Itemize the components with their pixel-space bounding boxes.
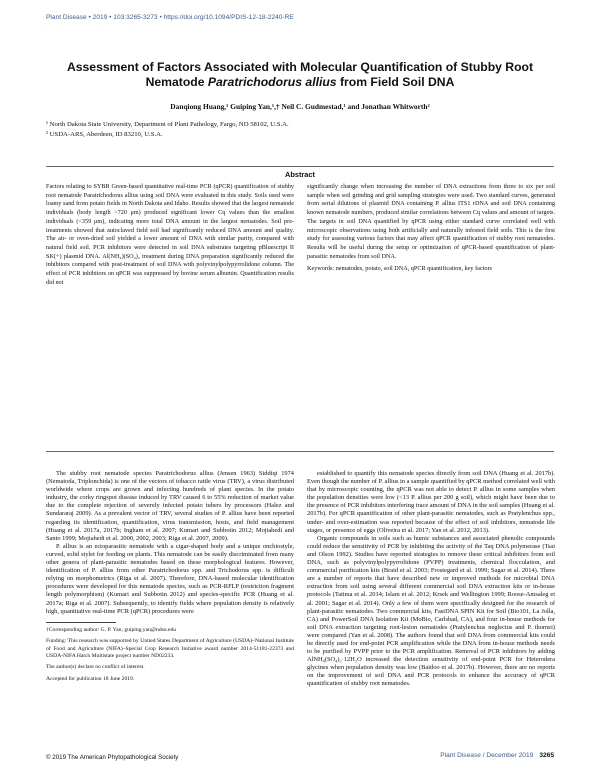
body-paragraph: P. allius is an ectoparasitic nematode with a cigar-shaped body and a unique onchiostyle, curved, solid stylet for feeding on plants. This nematode can be easily discriminated from many other genera of plant-parasitic nematodes based on these morphological features. However, identification of P. allius from other Paratrichodorus spp. and Trichodorus spp. is difficult relying on morphometrics (Riga et al. 2007). Therefore, DNA-based molecular identification procedures were developed for this nematode species, such as PCR-RFLP (restriction fragment length polymorphism) (Kumari and Subbotin 2012) and species-specific PCR (Huang et al. 2017a; Riga et al. 2007). Subsequently, to identify fields where population density is relatively high, quantitative real-time PCR (qPCR) procedures were	[46, 542, 294, 615]
title-line-2	[46, 75, 554, 90]
abstract-text-right: significantly change when increasing the number of DNA extractions from three to six per soil sample when soil grinding and grid sampling strategies were used. Two standard curves, generated from serial dilutions of plasmid DNA containing P. allius ITS1 rDNA and soil DNA containing known nematode numbers, produced similar correlations between Cq values and amount of targets. The targets in soil DNA quantified by qPCR using either standard curve correlated well with microscopic observations using both artificially and naturally infested field soils. This is the first study for assessing various factors that may affect qPCR quantification of stubby root nematodes. Results will be useful during the setup or optimization of qPCR-based quantification of plant-parasitic nematodes from soil DNA.	[307, 183, 555, 260]
abstract-text-left: Factors relating to SYBR Green-based quantitative real-time PCR (qPCR) quantification of stubby root nematode Paratrichodorus allius using soil DNA were evaluated in this study. Soils used were loamy sand from potato fields in North Dakota and Idaho. Results showed that the largest nematode individuals (body length >720 μm) produced significant lower Cq values than the smallest individuals (<359 μm), indicating more total DNA amount in the largest nematodes. Soil pre-treatments showed that autoclaved field soil had significantly reduced DNA amount and quality. The air- or oven-dried soil yielded a lower amount of DNA with similar purity, compared with natural field soil. PCR inhibitors were detected in soil DNA substrates targeting pBluescript II SK(+) plasmid DNA. Al(NH₄)(SO₄)₂ treatment during DNA preparation significantly reduced the inhibitors compared with post-treatment of soil DNA with polyvinylpolypyrrolidone column. The effect of PCR inhibitors on qPCR was suppressed by bovine serum albumin. Quantification results did not	[46, 183, 294, 286]
title-line-2-post: from Field Soil DNA	[336, 75, 455, 89]
footnote-rule	[46, 622, 116, 623]
corresponding-author-footnote: †Corresponding author: G. P. Yan; guiping.yan@ndsu.edu	[46, 626, 177, 633]
abstract-top-rule	[46, 166, 554, 167]
title-line-2-pre: Nematode	[145, 75, 208, 89]
affiliation-2: ² USDA-ARS, Aberdeen, ID 83210, U.S.A.	[46, 131, 163, 138]
abstract-bottom-rule	[46, 451, 554, 452]
funding-footnote: Funding: This research was supported by United States Department of Agriculture (USDA)–National Institute of Food and Agriculture (NIFA)–Special Crop Research Initiative award number 2014-51181-22373 and USDA-NIFA Hatch Multistate project number ND02233.	[46, 638, 294, 659]
page-number: 3265	[539, 752, 554, 759]
body-paragraph: The stubby root nematode species Paratrichodorus allius (Jensen 1963) Siddiqi 1974 (Nematoda, Triplonchida) is one of the vectors of tobacco rattle virus (TRV), a virus distributed worldwide where crops are grown and infecting hundreds of plant species. In the potato industry, the corky ringspot disease induced by TRV caused 6 to 55% reduction of market value due to the complete rejection of severely infected potato tubers by processors (Halez and Sundararaj 2009). As a prevalent vector of TRV, several studies of P. allius have been reported regarding its identification, quantification, virus transmission, hosts, and field management (Huang et al. 2017a, 2017b; Ingham et al. 2007; Kumari and Subbotin 2012; Mojtahedi and Santo 1999; Mojtahedi et al. 2000, 2002, 2003; Riga et al. 2007, 2009).	[46, 470, 294, 542]
accepted-footnote: Accepted for publication 18 June 2019.	[46, 675, 135, 682]
abstract-column-right	[307, 183, 555, 274]
keywords: Keywords: nematodes, potato, soil DNA, qPCR quantification, key factors	[307, 265, 492, 273]
author-list: Danqiong Huang,¹ Guiping Yan,¹,† Neil C. Gudmestad,¹ and Jonathan Whitworth²	[170, 102, 430, 111]
abstract-heading: Abstract	[285, 170, 315, 179]
conflict-footnote: The author(s) declare no conflict of interest.	[46, 664, 145, 671]
running-head: Plant Disease • 2019 • 103:3265-3273 • https://doi.org/10.1094/PDIS-12-18-2240-RE	[46, 14, 294, 21]
body-column-right	[307, 470, 555, 689]
title-line-1: Assessment of Factors Associated with Molecular Quantification of Stubby Root	[66, 60, 534, 74]
abstract-column-left	[46, 183, 294, 287]
body-paragraph: established to quantify this nematode species directly from soil DNA (Huang et al. 2017b). Even though the number of P. allius in a sample quantified by qPCR method correlated well with that by microscopic counting, the qPCR was not able to detect P. allius in some samples when the population densities were low (<13 P. allius per 200 g soil), which might have been due to the presence of PCR inhibitors interfering trace amount of DNA in the soil samples (Huang et al. 2017b). For qPCR quantification of other plant-parasitic nematodes, such as Pratylenchus spp., under- and over-estimation was reported because of the effect of soil inhibitors, nematode life stages, or presence of eggs (Oliveira et al. 2017; Yan et al. 2012, 2013).	[307, 470, 555, 534]
page-footer	[440, 752, 554, 759]
copyright-notice: © 2019 The American Phytopathological Society	[46, 754, 179, 761]
affiliation-1: ¹ North Dakota State University, Department of Plant Pathology, Fargo, ND 58102, U.S.A.	[46, 121, 289, 128]
title-species: Paratrichodorus allius	[207, 75, 337, 89]
body-column-left	[46, 470, 294, 687]
journal-issue: Plant Disease / December 2019	[440, 752, 534, 759]
affiliations	[46, 120, 554, 140]
body-paragraph: Organic compounds in soils such as humic substances and associated phenolic compounds could reduce the sensitivity of PCR by inhibiting the activity of the Taq DNA polymerase (Tsai and Olson 1992). Studies have reported strategies to remove these critical inhibitors from soil DNA, such as polyvinylpolypyrrolidone (PVPP) treatments, chemical flocculation, and commercial purification kits (Braid et al. 2003; Frostegard et al. 1999; Sagar et al. 2014). There are a number of reports that have described new or improved methods for microbial DNA extraction from soil using several different commercial soil DNA extraction kits or in-house protocols (Tatima et al. 2014; Islam et al. 2012; Krsek and Wellington 1999; Roose-Amsaleg et al. 2001; Sagar et al. 2014). Only a few of them were specifically designed for the research of plant-parasitic nematodes. Two commercial kits, FastDNA SPIN Kit for Soil (Bio101, La Jolla, CA) and PowerSoil DNA Isolation Kit (MoBio, Carlsbad, CA), and four in-house methods for soil DNA extraction targeting root-lesion nematodes (Pratylenchus neglectus and P. thornei) were compared (Yan et al. 2008). The authors found that soil DNA from commercial kits could be directly used for end-point PCR amplification while the DNA from in-house methods needs to be purified by PVPP prior to the PCR amplification. Removal of PCR inhibitors by adding AlNH₄(SO₄)₂·12H₂O increased the detection sensitivity of end-point PCR for Heterodera glycines when population density was low (Baidoo et al. 2017b). However, there are no reports on the improvement of soil DNA and PCR protocols to enhance the accuracy of qPCR quantification of stubby root nematodes.	[307, 534, 555, 688]
article-title	[46, 60, 554, 90]
